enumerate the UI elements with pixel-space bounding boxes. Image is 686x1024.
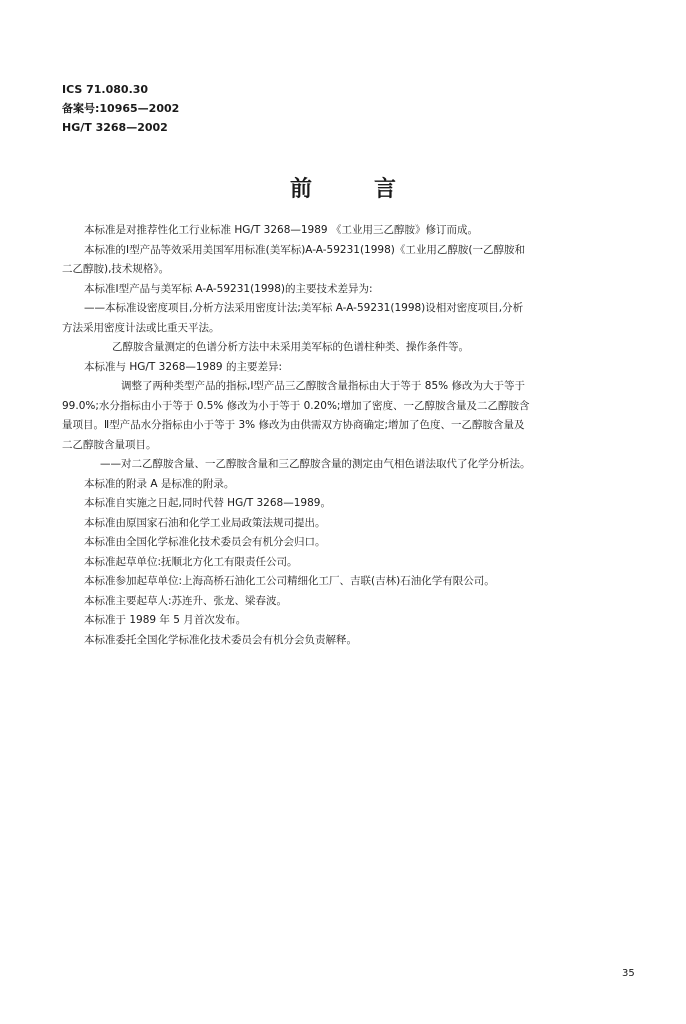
text-line: 本标准的Ⅰ型产品等效采用美国军用标准(美军标)A-A-59231(1998)《工业用乙醇胺(一乙醇胺和: [84, 243, 525, 256]
ics-code: ICS 71.080.30: [62, 83, 149, 96]
text-line: 本标准主要起草人:苏连升、张龙、梁春波。: [84, 594, 288, 607]
text-line: 本标准由原国家石油和化学工业局政策法规司提出。: [84, 516, 326, 529]
page-title: 前言: [289, 176, 458, 202]
text-line: 二乙醇胺含量项目。: [62, 438, 157, 451]
record-number: 备案号:10965—2002: [62, 102, 180, 115]
page-number: 35: [622, 968, 635, 979]
text-line: 调整了两种类型产品的指标,Ⅰ型产品三乙醇胺含量指标由大于等于 85% 修改为大于等于: [121, 380, 525, 392]
text-line: 本标准委托全国化学标准化技术委员会有机分会负责解释。: [84, 633, 357, 646]
text-line: 本标准的附录 A 是标准的附录。: [84, 477, 235, 490]
standard-code: HG/T 3268—2002: [62, 121, 168, 134]
text-line: 本标准参加起草单位:上海高桥石油化工公司精细化工厂、吉联(吉林)石油化学有限公司。: [84, 575, 495, 587]
text-line: 本标准于 1989 年 5 月首次发布。: [84, 614, 247, 626]
text-line: 量项目。Ⅱ型产品水分指标由小于等于 3% 修改为由供需双方协商确定;增加了色度、一乙醇胺含量及: [62, 419, 525, 431]
text-line: 本标准与 HG/T 3268—1989 的主要差异:: [84, 360, 282, 373]
text-line: 本标准自实施之日起,同时代替 HG/T 3268—1989。: [84, 497, 331, 509]
text-line: 本标准是对推荐性化工行业标准 HG/T 3268—1989 《工业用三乙醇胺》修订而成。: [84, 224, 478, 236]
document-body: [62, 221, 652, 650]
text-line: 本标准由全国化学标准化技术委员会有机分会归口。: [84, 536, 326, 548]
text-line: 本标准Ⅰ型产品与美军标 A-A-59231(1998)的主要技术差异为:: [84, 282, 373, 295]
text-line: 二乙醇胺),技术规格》。: [62, 263, 170, 275]
text-line: 99.0%;水分指标由小于等于 0.5% 修改为小于等于 0.20%;增加了密度、一乙醇胺含量及二乙醇胺含: [62, 399, 530, 412]
document-header: [62, 80, 179, 137]
text-line: 本标准起草单位:抚顺北方化工有限责任公司。: [84, 555, 298, 568]
text-line: 乙醇胺含量测定的色谱分析方法中未采用美军标的色谱柱种类、操作条件等。: [112, 341, 469, 353]
text-line: ——本标准设密度项目,分析方法采用密度计法;美军标 A-A-59231(1998)设相对密度项目,分析: [84, 302, 524, 314]
text-line: ——对二乙醇胺含量、一乙醇胺含量和三乙醇胺含量的测定由气相色谱法取代了化学分析法。: [100, 458, 531, 470]
text-line: 方法采用密度计法或比重天平法。: [62, 321, 220, 334]
